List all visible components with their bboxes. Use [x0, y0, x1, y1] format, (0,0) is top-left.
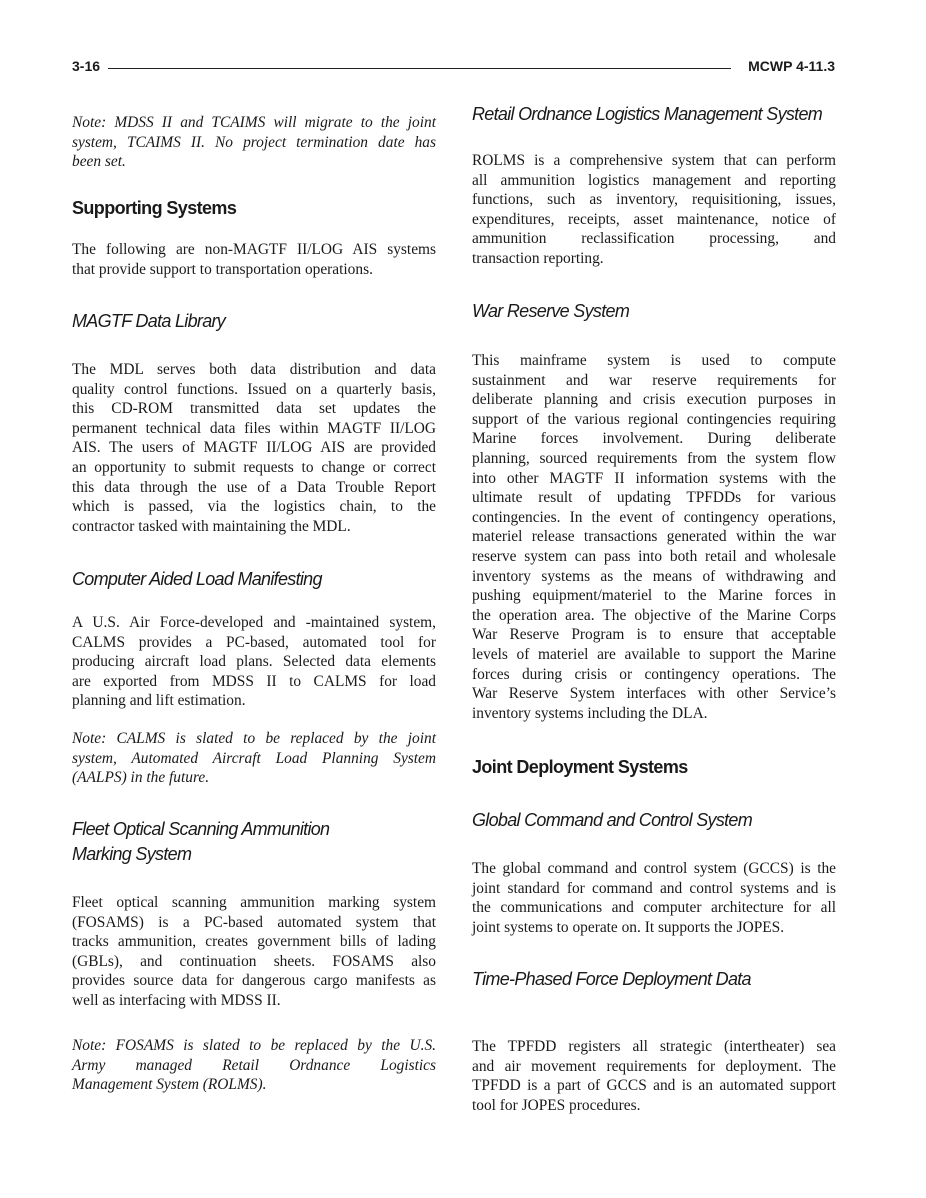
text-line: quality control functions. Issued on a quarterly basis, [72, 380, 436, 398]
text-line: ROLMS is a comprehensive system that can perform [472, 152, 836, 169]
text-line: A U.S. Air Force-developed and -maintained system, [72, 614, 436, 631]
text-line: and air movement requirements for deployment. The [472, 1057, 836, 1075]
text-line: inventory systems as the means of withdrawing and [472, 567, 836, 585]
text-line: all ammunition logistics management and reporting [472, 171, 836, 189]
paragraph [472, 859, 836, 937]
text-line: War Reserve System [472, 301, 630, 321]
text-line: (GBLs), and continuation sheets. FOSAMS also [72, 952, 436, 970]
paragraph [72, 360, 436, 536]
text-line: inventory systems including the DLA. [472, 704, 708, 722]
text-line: forces during crisis or contingency operations. The [472, 665, 836, 683]
text-line: levels of materiel are available to support the Marine [472, 645, 836, 663]
text-line: Supporting Systems [72, 198, 237, 218]
subsection-heading [472, 102, 836, 127]
subsection-heading [472, 808, 836, 833]
text-line: Time-Phased Force Deployment Data [472, 969, 751, 989]
note [72, 729, 436, 788]
text-line: Global Command and Control System [472, 810, 753, 830]
text-line: planning and lift estimation. [72, 692, 246, 710]
text-line: joint systems to operate on. It supports the JOPES. [472, 918, 785, 936]
text-line: MAGTF Data Library [72, 311, 226, 331]
page-number: 3-16 [72, 58, 101, 74]
text-line: This mainframe system is used to compute [472, 352, 836, 369]
text-line: The TPFDD registers all strategic (intertheater) sea [472, 1038, 836, 1055]
subsection-heading [472, 299, 836, 324]
text-line: Fleet Optical Scanning Ammunition [72, 819, 330, 839]
text-line: War Reserve System interfaces with other Service’s [472, 685, 836, 703]
paragraph [472, 151, 836, 269]
subsection-heading [472, 967, 836, 992]
text-line: ammunition reclassification processing, and [472, 230, 836, 248]
note [72, 1036, 436, 1095]
text-line: the communications and computer architecture for all [472, 899, 836, 917]
subsection-heading [72, 817, 436, 867]
paragraph [472, 1037, 836, 1115]
text-line: (AALPS) in the future. [72, 769, 210, 787]
text-line: reserve system can pass into both retail and wholesale [472, 547, 836, 565]
text-line: Army managed Retail Ordnance Logistics [72, 1056, 436, 1074]
text-line: CALMS provides a PC-based, automated tool for [72, 633, 436, 651]
text-line: Computer Aided Load Manifesting [72, 569, 322, 589]
text-line: been set. [72, 153, 126, 171]
text-line: system, TCAIMS II. No project termination date has [72, 133, 436, 151]
text-line: Management System (ROLMS). [72, 1076, 267, 1094]
text-line: ultimate result of updating TPFDDs for various [472, 489, 836, 507]
text-line: the operation area. The objective of the Marine Corps [472, 606, 836, 624]
text-line: Note: MDSS II and TCAIMS will migrate to the joint [72, 114, 436, 131]
text-line: contractor tasked with maintaining the MDL. [72, 517, 351, 535]
text-line: system, Automated Aircraft Load Planning System [72, 749, 436, 767]
text-line: Marine forces involvement. During deliberate [472, 430, 836, 448]
text-line: The MDL serves both data distribution and data [72, 361, 436, 378]
note [72, 113, 436, 172]
text-line: transaction reporting. [472, 249, 604, 267]
text-line: tool for JOPES procedures. [472, 1096, 641, 1114]
text-line: Note: CALMS is slated to be replaced by the joint [72, 730, 436, 747]
text-line: TPFDD is a part of GCCS and is an automated support [472, 1077, 836, 1095]
paragraph [72, 893, 436, 1011]
section-heading [72, 196, 436, 221]
paragraph [72, 240, 436, 279]
text-line: Retail Ordnance Logistics Management System [472, 104, 823, 124]
text-line: (FOSAMS) is a PC-based automated system that [72, 913, 436, 931]
text-line: joint standard for command and control systems and is [472, 879, 836, 897]
header-rule [108, 68, 731, 69]
text-line: that provide support to transportation operations. [72, 260, 373, 278]
text-line: producing aircraft load plans. Selected data elements [72, 653, 436, 671]
text-line: materiel release transactions generated within the war [472, 528, 836, 546]
text-line: Joint Deployment Systems [472, 757, 688, 777]
text-line: this data through the use of a Data Trouble Report [72, 478, 436, 496]
text-line: War Reserve Program is to ensure that acceptable [472, 626, 836, 644]
text-line: this CD-ROM transmitted data set updates the [72, 400, 436, 418]
text-line: pushing equipment/materiel to the Marine forces in [472, 587, 836, 605]
text-line: an opportunity to submit requests to change or correct [72, 458, 436, 476]
paragraph [72, 613, 436, 711]
paragraph [472, 351, 836, 723]
text-line: are exported from MDSS II to CALMS for load [72, 672, 436, 690]
text-line: tracks ammunition, creates government bills of lading [72, 933, 436, 951]
subsection-heading [72, 567, 436, 592]
subsection-heading [72, 309, 436, 334]
text-line: permanent technical data files within MAGTF II/LOG [72, 419, 436, 437]
text-line: Note: FOSAMS is slated to be replaced by the U.S. [72, 1037, 436, 1054]
text-line: which is passed, via the logistics chain, to the [72, 498, 436, 516]
text-line: into other MAGTF II information systems with the [472, 469, 836, 487]
text-line: The following are non-MAGTF II/LOG AIS systems [72, 241, 436, 258]
text-line: provides source data for dangerous cargo manifests as [72, 972, 436, 990]
text-line: The global command and control system (GCCS) is the [472, 860, 836, 877]
text-line: Fleet optical scanning ammunition marking system [72, 894, 436, 911]
text-line: sustainment and war reserve requirements for [472, 371, 836, 389]
text-line: support of the various regional contingencies requiring [472, 410, 836, 428]
document-id: MCWP 4-11.3 [748, 58, 835, 74]
text-line: functions, such as inventory, requisitioning, issues, [472, 191, 836, 209]
text-line: expenditures, receipts, asset maintenance, notice of [472, 210, 836, 228]
text-line: deliberate planning and crisis execution purposes in [472, 391, 836, 409]
text-line: Marking System [72, 844, 192, 864]
text-line: AIS. The users of MAGTF II/LOG AIS are provided [72, 439, 436, 457]
text-line: planning, sourced requirements from the system flow [472, 449, 836, 467]
text-line: well as interfacing with MDSS II. [72, 991, 281, 1009]
text-line: contingencies. In the event of contingency operations, [472, 508, 836, 526]
section-heading [472, 755, 836, 780]
